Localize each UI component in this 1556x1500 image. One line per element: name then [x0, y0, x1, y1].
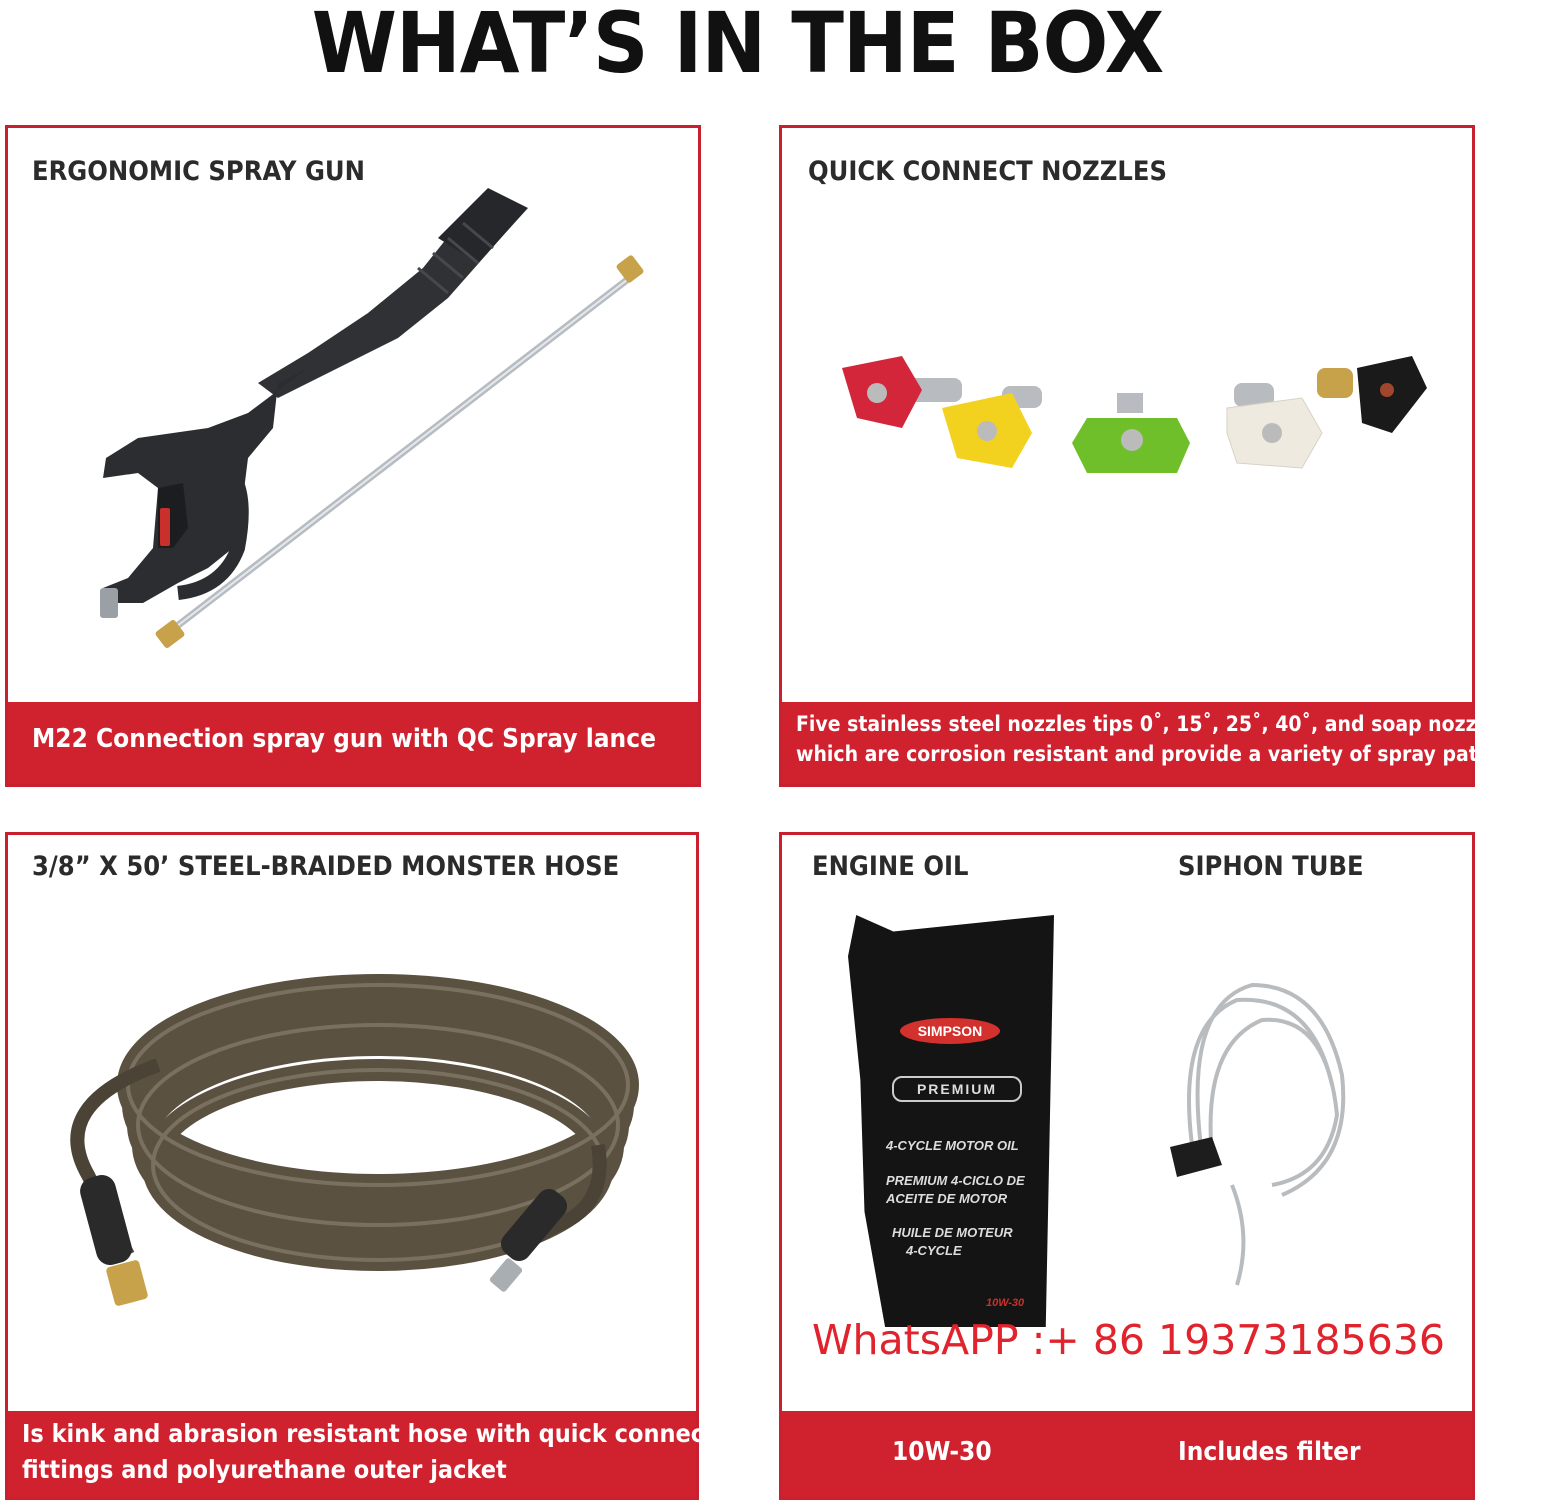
- banner-oil-tube: [782, 1411, 1472, 1497]
- panel-hose: [5, 832, 715, 1500]
- panel-title-spray-gun: ERGONOMIC SPRAY GUN: [32, 156, 365, 187]
- spray-gun-illustration: [8, 128, 704, 688]
- panel-title-engine-oil: ENGINE OIL: [812, 851, 969, 882]
- page-headline: WHAT’S IN THE BOX: [311, 0, 1164, 92]
- oil-pouch-line1: 4-CYCLE MOTOR OIL: [886, 1138, 1019, 1153]
- nozzle-green-icon: [1072, 393, 1190, 473]
- watermark: WhatsAPP :+ 86 19373185636: [812, 1316, 1445, 1364]
- nozzle-red-icon: [842, 356, 962, 428]
- panel-title-nozzles: QUICK CONNECT NOZZLES: [808, 156, 1168, 187]
- oil-pouch-line5: 4-CYCLE: [906, 1243, 962, 1258]
- oil-pouch-line3: ACEITE DE MOTOR: [886, 1191, 1008, 1206]
- caption-engine-oil: 10W-30: [892, 1437, 992, 1467]
- oil-pouch-grade: PREMIUM: [892, 1076, 1022, 1102]
- nozzle-black-icon: [1317, 356, 1427, 433]
- panel-nozzles: [779, 125, 1556, 787]
- hose-illustration: [8, 835, 702, 1415]
- caption-siphon-tube: Includes filter: [1178, 1437, 1361, 1467]
- oil-pouch-line2: PREMIUM 4-CICLO DE: [886, 1173, 1025, 1188]
- nozzle-white-icon: [1227, 383, 1322, 468]
- caption-spray-gun: M22 Connection spray gun with QC Spray lance: [32, 724, 656, 754]
- panel-spray-gun: [5, 125, 701, 787]
- caption-nozzles-line2: which are corrosion resistant and provide a variety of spray patterns: [796, 742, 1534, 766]
- oil-pouch-line4: HUILE DE MOTEUR: [892, 1225, 1013, 1240]
- panel-title-siphon-tube: SIPHON TUBE: [1178, 851, 1364, 882]
- banner-hose: [8, 1411, 715, 1497]
- panel-oil-tube: [779, 832, 1475, 1500]
- oil-pouch-brand: SIMPSON: [900, 1018, 1000, 1044]
- panel-title-hose: 3/8” X 50’ STEEL-BRAIDED MONSTER HOSE: [32, 851, 620, 882]
- caption-nozzles-line1: Five stainless steel nozzles tips 0˚, 15˚, 25˚, 40˚, and soap nozzle all of: [796, 712, 1556, 736]
- banner-nozzles: [782, 702, 1556, 784]
- caption-hose-line2: fittings and polyurethane outer jacket: [22, 1455, 507, 1484]
- oil-pouch-viscosity: 10W-30: [986, 1297, 1025, 1309]
- banner-spray-gun: [8, 702, 698, 784]
- nozzles-illustration: [782, 128, 1478, 688]
- caption-hose-line1: Is kink and abrasion resistant hose with quick connect: [22, 1419, 715, 1448]
